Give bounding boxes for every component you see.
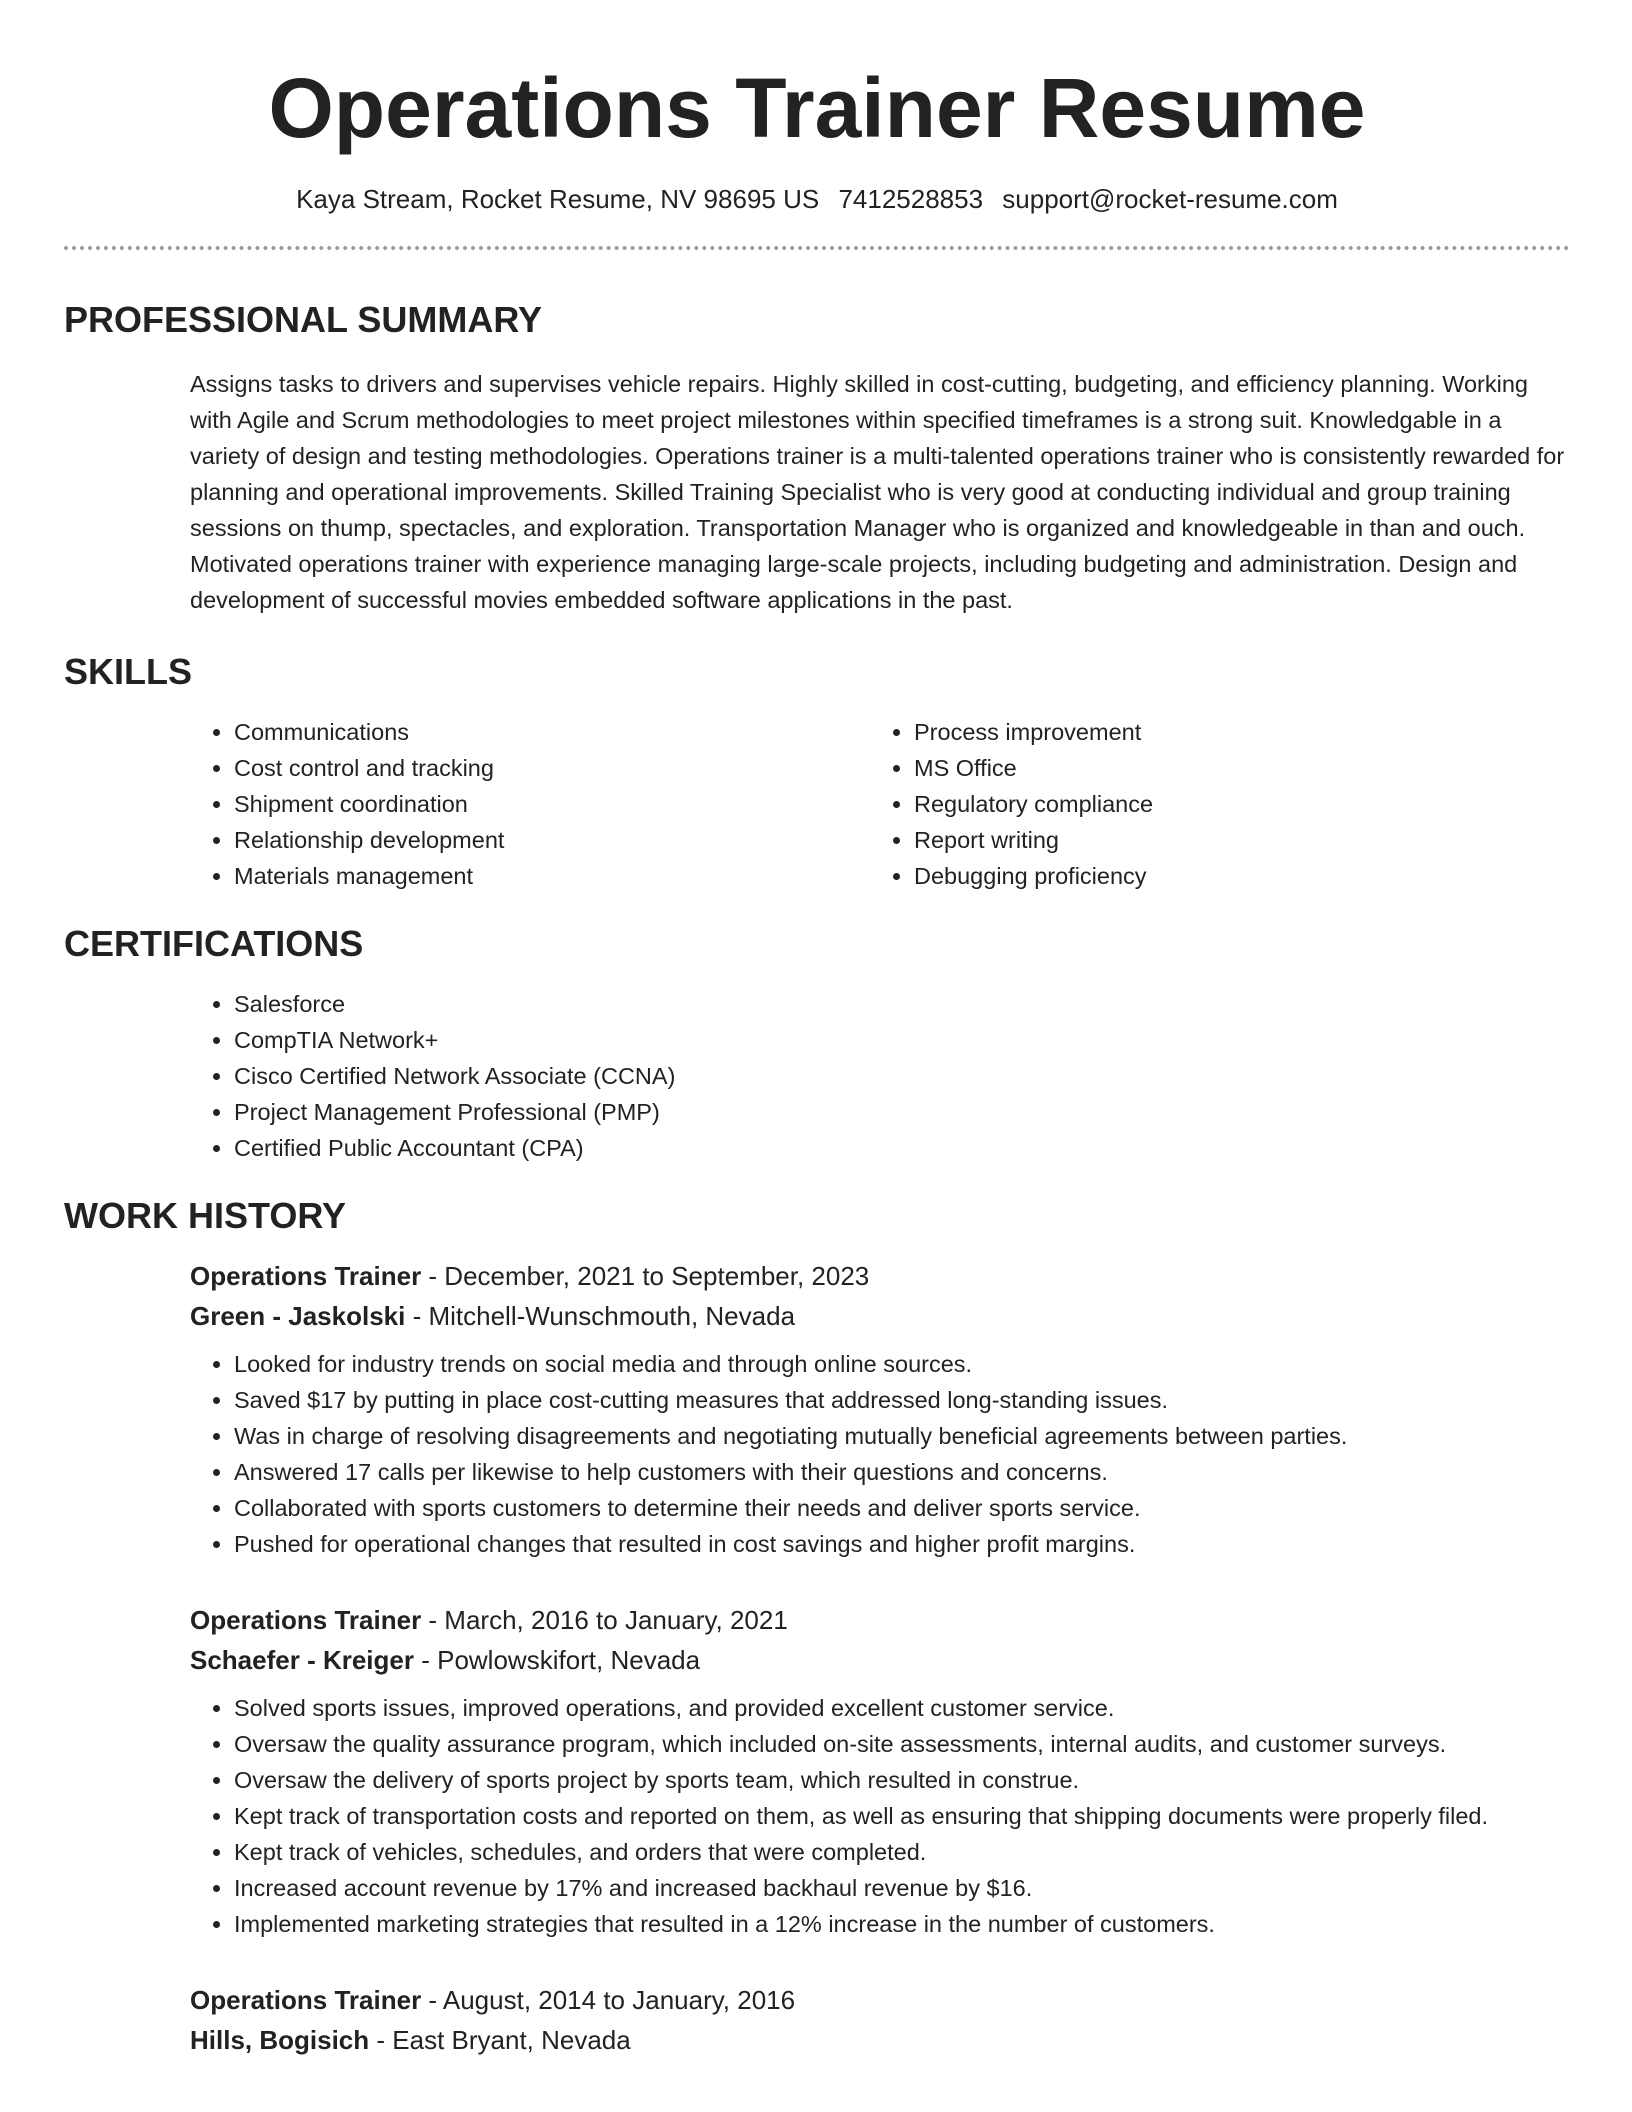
job-bullet: • Answered 17 calls per likewise to help customers with their questions and concerns. — [234, 1454, 1570, 1490]
summary-text: Assigns tasks to drivers and supervises vehicle repairs. Highly skilled in cost-cutting, budgeting, and efficiency planning. Working with Agile and Scrum methodologies to meet project milestones within specified timeframes is a strong suit. Knowledgable in a variety of design and testing methodologies. Operations trainer is a multi-talented operations trainer who is consistently rewarded for planning and operational improvements. Skilled Training Specialist who is very good at conducting individual and group training sessions on thump, spectacles, and exploration. Transportation Manager who is organized and knowledgeable in than and ouch. Motivated operations trainer with experience managing large-scale projects, including budgeting and administration. Design and development of successful movies embedded software applications in the past. — [190, 371, 1565, 613]
job-title: Operations Trainer — [190, 1605, 422, 1635]
header-divider — [64, 246, 1570, 250]
job-bullet: • Was in charge of resolving disagreements and negotiating mutually beneficial agreements between parties. — [234, 1418, 1570, 1454]
certification-item: • Salesforce — [234, 986, 1570, 1022]
skill-item: • Communications — [234, 714, 870, 750]
work-history-heading: WORK HISTORY — [64, 1195, 347, 1236]
resume-title: Operations Trainer Resume — [268, 61, 1366, 155]
job-location: - Powlowskifort, Nevada — [421, 1645, 701, 1675]
skills-column-right — [870, 714, 1550, 894]
job-location: - East Bryant, Nevada — [376, 2025, 631, 2055]
certifications-list — [190, 986, 1570, 1166]
job-title-line — [190, 1600, 1570, 1640]
job-bullet: • Looked for industry trends on social media and through online sources. — [234, 1346, 1570, 1382]
work-history-section — [64, 1194, 1570, 2060]
job-bullet: • Solved sports issues, improved operations, and provided excellent customer service. — [234, 1690, 1570, 1726]
job-bullet: • Increased account revenue by 17% and increased backhaul revenue by $16. — [234, 1870, 1570, 1906]
skill-item: • Process improvement — [914, 714, 1550, 750]
job-location: - Mitchell-Wunschmouth, Nevada — [412, 1301, 796, 1331]
job-bullet: • Saved $17 by putting in place cost-cutting measures that addressed long-standing issues. — [234, 1382, 1570, 1418]
job-company: Hills, Bogisich — [190, 2025, 370, 2055]
job-company-line — [190, 2020, 1570, 2060]
contact-phone: 7412528853 — [838, 184, 984, 214]
job-entry — [190, 1256, 1570, 1562]
job-entry — [190, 1980, 1570, 2060]
certification-item: • Cisco Certified Network Associate (CCNA) — [234, 1058, 1570, 1094]
job-title: Operations Trainer — [190, 1261, 422, 1291]
skill-item: • Shipment coordination — [234, 786, 870, 822]
contact-address: Kaya Stream, Rocket Resume, NV 98695 US — [296, 184, 820, 214]
job-dates: - March, 2016 to January, 2021 — [428, 1605, 788, 1635]
skill-item: • Relationship development — [234, 822, 870, 858]
job-company: Schaefer - Kreiger — [190, 1645, 414, 1675]
contact-email: support@rocket-resume.com — [1002, 184, 1338, 214]
skill-item: • Debugging proficiency — [914, 858, 1550, 894]
job-company: Green - Jaskolski — [190, 1301, 406, 1331]
skills-grid — [190, 714, 1570, 894]
skill-item: • MS Office — [914, 750, 1550, 786]
job-company-line — [190, 1296, 1570, 1336]
summary-section — [64, 298, 1570, 618]
job-bullet: • Kept track of vehicles, schedules, and orders that were completed. — [234, 1834, 1570, 1870]
skills-column-left — [190, 714, 870, 894]
contact-info — [64, 182, 1570, 216]
job-bullet: • Oversaw the quality assurance program, which included on-site assessments, internal audits, and customer surveys. — [234, 1726, 1570, 1762]
summary-heading: PROFESSIONAL SUMMARY — [64, 299, 543, 340]
skill-item: • Cost control and tracking — [234, 750, 870, 786]
job-company-line — [190, 1640, 1570, 1680]
job-dates: - December, 2021 to September, 2023 — [428, 1261, 870, 1291]
skill-item: • Regulatory compliance — [914, 786, 1550, 822]
job-bullet: • Kept track of transportation costs and reported on them, as well as ensuring that shipping documents were properly filed. — [234, 1798, 1570, 1834]
skill-item: • Report writing — [914, 822, 1550, 858]
job-title: Operations Trainer — [190, 1985, 422, 2015]
job-bullet: • Collaborated with sports customers to determine their needs and deliver sports service. — [234, 1490, 1570, 1526]
job-dates: - August, 2014 to January, 2016 — [428, 1985, 796, 2015]
job-entry — [190, 1600, 1570, 1942]
job-title-line — [190, 1980, 1570, 2020]
job-bullet: • Oversaw the delivery of sports project by sports team, which resulted in construe. — [234, 1762, 1570, 1798]
skills-heading: SKILLS — [64, 651, 193, 692]
skills-section — [64, 650, 1570, 894]
certification-item: • Project Management Professional (PMP) — [234, 1094, 1570, 1130]
job-bullet: • Implemented marketing strategies that resulted in a 12% increase in the number of customers. — [234, 1906, 1570, 1942]
certifications-heading: CERTIFICATIONS — [64, 923, 364, 964]
resume-page — [64, 0, 1570, 2060]
job-title-line — [190, 1256, 1570, 1296]
certifications-section — [64, 922, 1570, 1166]
job-bullet: • Pushed for operational changes that resulted in cost savings and higher profit margins. — [234, 1526, 1570, 1562]
certification-item: • CompTIA Network+ — [234, 1022, 1570, 1058]
certification-item: • Certified Public Accountant (CPA) — [234, 1130, 1570, 1166]
skill-item: • Materials management — [234, 858, 870, 894]
